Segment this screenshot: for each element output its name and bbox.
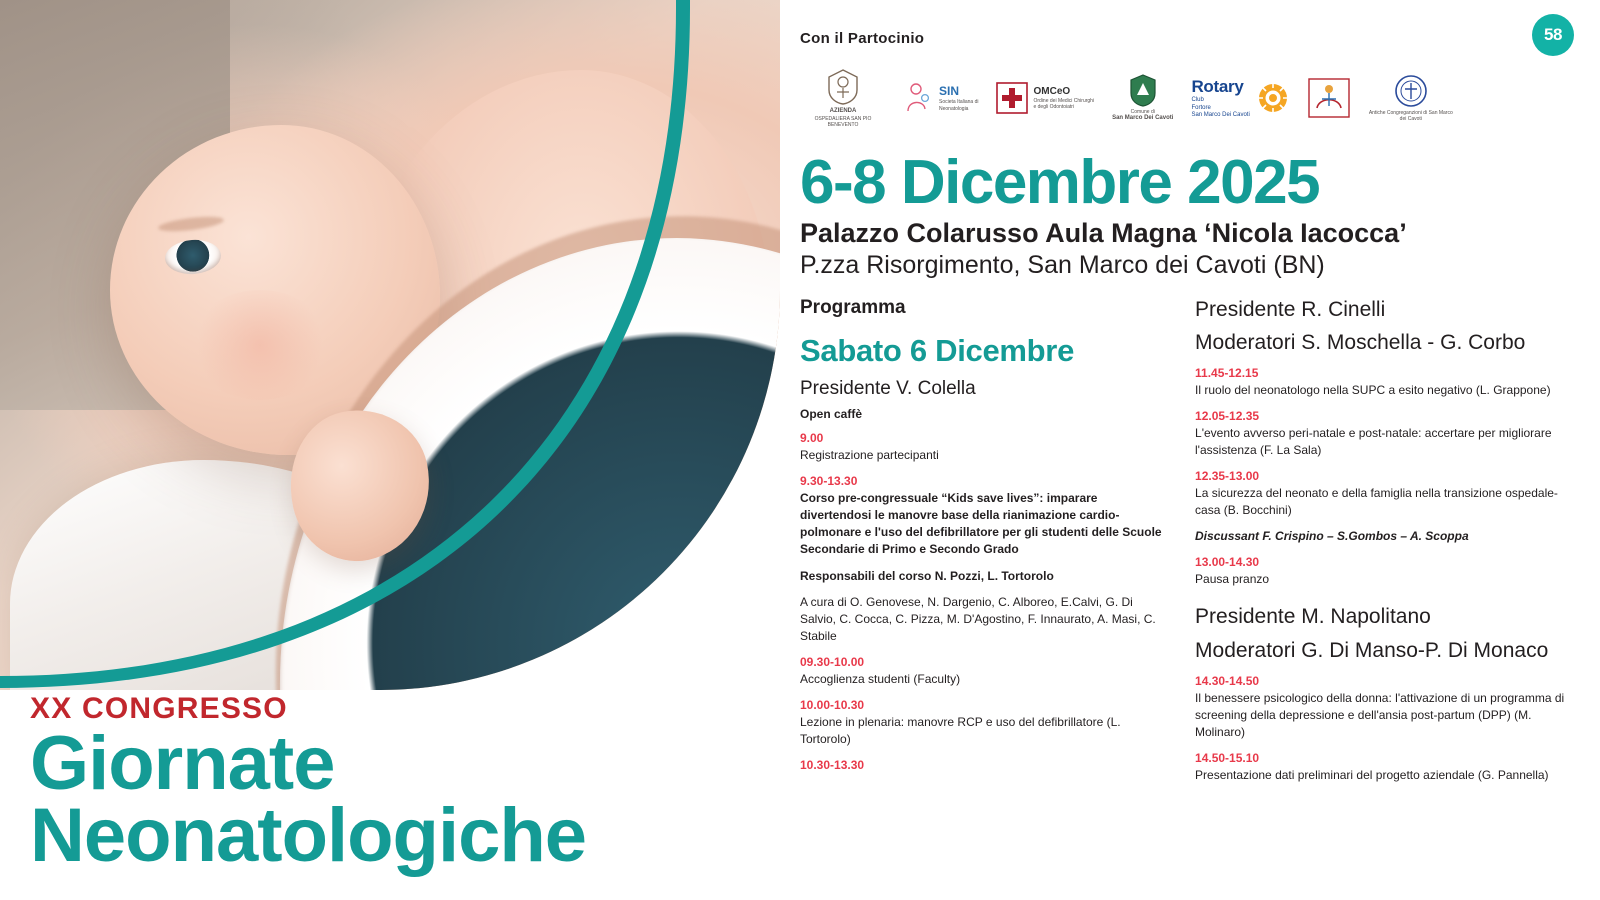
schedule-time: 9.00 [800,431,824,446]
congregazioni-logo-text [1368,110,1454,123]
baby-cheek [190,290,330,400]
event-dates: 6-8 Dicembre 2025 [800,148,1320,217]
schedule-time: 09.30-10.00 [800,654,865,669]
medical-cross-icon [996,82,1028,114]
schedule-item [1195,366,1574,399]
congregazioni-line1: Antiche Congreganzioni di [1368,109,1428,116]
schedule-item [800,758,1169,772]
breastfeeding-photo-image [0,0,780,690]
schedule-time: 14.30-14.50 [1195,673,1260,688]
rotary-wheel-icon [1256,81,1290,115]
comune-crest-icon [1128,73,1158,107]
comune-line1: Comune di [1130,109,1155,116]
schedule-item [1195,555,1574,588]
rotary-line3: Fortore [1191,104,1211,111]
title-line-1: Giornate [30,721,335,806]
hero-photo [0,0,780,690]
associazione-pediatri-logo [1308,78,1350,118]
antiche-congregazioni-san-marco-logo [1368,74,1454,123]
schedule-item [1195,751,1574,784]
schedule-item [800,698,1169,748]
venue-line-1: Palazzo Colarusso Aula Magna ‘Nicola Iacocca’ [800,218,1407,249]
schedule-time: 12.05-12.35 [1195,409,1260,424]
schedule-item [800,655,1169,688]
schedule-time: 14.50-15.10 [1195,750,1260,765]
course-contributors: A cura di O. Genovese, N. Dargenio, C. Alboreo, E.Calvi, G. Di Salvio, C. Cocca, C. Pizza, M. D'Agostino, F. Innaurato, A. Masi, C. Stabile [800,594,1156,643]
day-title: Sabato 6 Dicembre [800,332,1075,368]
congregation-seal-icon [1394,74,1428,108]
hospital-shield-icon [826,68,860,106]
schedule-text: Registrazione partecipanti [800,448,939,463]
schedule-item [1195,469,1574,519]
rotary-line4: San Marco Dei Cavoti [1191,112,1250,119]
hero-photo-clip [0,0,780,690]
programme-column-right [1195,297,1574,784]
rotary-club-logo [1191,76,1289,120]
president-right-2: Presidente M. Napolitano [1195,605,1431,629]
right-panel [800,0,1600,900]
schedule-text: La sicurezza del neonato e della famiglia nella transizione ospedale-casa (B. Bocchini) [1195,486,1558,518]
azienda-ospedaliera-san-pio-logo [800,68,886,128]
discussants: Discussant F. Crispino – S.Gombos – A. Scoppa [1195,529,1469,544]
sin-line1: SIN [939,84,960,99]
schedule-item [1195,674,1574,741]
comune-line2: San Marco Dei Cavoti [1112,115,1174,122]
pediatric-association-icon [1308,78,1350,118]
schedule-item [800,474,1169,558]
mother-baby-icon [904,81,934,115]
congress-number: XX CONGRESSO [30,692,288,725]
schedule-text: Corso pre-congressuale “Kids save lives”: imparare divertendosi le manovre base della rianimazione cardio-polmonare e l'uso del defibrillatore per gli studenti delle Scuole Secondarie di Primo e Secondo Grado [800,491,1162,557]
programme-column-left [800,297,1169,784]
schedule-text: Pausa pranzo [1195,572,1270,587]
schedule-text: Il ruolo del neonatologo nella SUPC a esito negativo (L. Grappone) [1195,383,1551,398]
channel-58-badge: 58 [1532,14,1574,56]
congregazioni-line2: San Marco dei Cavoti [1399,109,1453,122]
omceo-line1: OMCeO [1033,85,1071,97]
schedule-time: 9.30-13.30 [800,474,858,489]
rotary-line1: Rotary [1191,77,1244,97]
schedule-time: 13.00-14.30 [1195,555,1260,570]
open-coffee-label: Open caffè [800,407,863,422]
schedule-text: Il benessere psicologico della donna: l'attivazione di un programma di screening della depressione e dell'ansia post-partum (DPP) (M. Molinaro) [1195,690,1565,739]
azienda-line4: BENEVENTO [827,121,859,128]
poster-title-block [30,692,770,879]
sin-line3: Neonatologia [939,105,969,112]
moderators-right-1: Moderatori S. Moschella - G. Corbo [1195,330,1526,354]
programme-heading: Programma [800,296,906,318]
azienda-logo-text [800,108,886,128]
schedule-text: Accoglienza studenti (Faculty) [800,671,961,686]
azienda-line3: SAN PIO [851,115,872,122]
sponsor-logo-row [800,59,1574,137]
schedule-time: 10.00-10.30 [800,697,865,712]
course-managers: Responsabili del corso N. Pozzi, L. Tortorolo [800,568,1054,583]
azienda-line2: OSPEDALIERA [814,115,850,122]
sin-societa-italiana-neonatologia-logo [904,81,978,115]
azienda-line1: AZIENDA [829,108,857,114]
schedule-item [800,431,1169,464]
omceo-logo [996,82,1094,114]
schedule-text: Presentazione dati preliminari del progetto aziendale (G. Pannella) [1195,767,1549,782]
comune-logo-text [1112,109,1173,123]
omceo-line2: Ordine dei Medici Chirurghi [1033,98,1095,104]
programme-columns [800,297,1574,784]
schedule-time: 10.30-13.30 [800,757,865,772]
comune-san-marco-dei-cavoti-logo [1112,73,1173,123]
schedule-text: Lezione in plenaria: manovre RCP e uso del defibrillatore (L. Tortorolo) [800,714,1121,746]
title-line-2: Neonatologiche [30,793,587,879]
patrocinio-label: Con il Partocinio [800,30,925,47]
president-right-1: Presidente R. Cinelli [1195,297,1386,321]
moderators-right-2: Moderatori G. Di Manso-P. Di Monaco [1195,638,1549,662]
schedule-item [1195,409,1574,459]
schedule-text: L'evento avverso peri-natale e post-natale: accertare per migliorare l'assistenza (F. La Sala) [1195,426,1552,458]
rotary-line2: Club [1191,97,1204,104]
schedule-time: 12.35-13.00 [1195,469,1260,484]
president-left: Presidente V. Colella [800,377,976,399]
omceo-line3: e degli Odontoiatri [1033,104,1075,111]
sin-line2: Societa Italiana di [939,99,979,106]
schedule-time: 11.45-12.15 [1195,366,1259,381]
venue-line-2: P.zza Risorgimento, San Marco dei Cavoti (BN) [800,251,1325,280]
